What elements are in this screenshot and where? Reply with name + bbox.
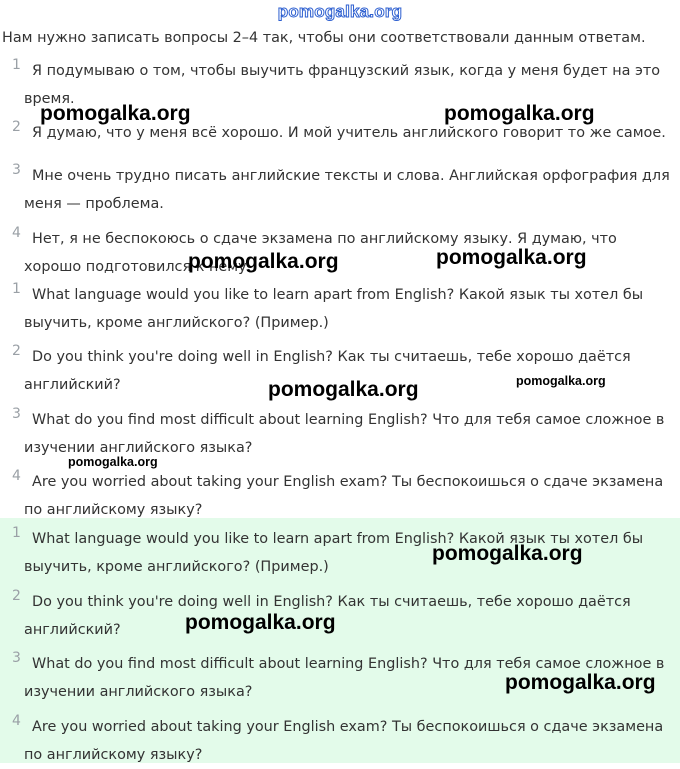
item-number: 4 [12,468,21,484]
item-text: What do you find most difficult about learning English? Что для тебя самое сложное в изучении английского языка? [24,412,665,456]
item-number: 4 [12,713,21,729]
item-number: 3 [12,406,21,422]
item-number: 1 [12,281,21,297]
watermark: pomogalka.org [444,102,595,125]
item-number: 1 [12,525,21,541]
watermark: pomogalka.org [505,671,656,694]
watermark: pomogalka.org [188,250,339,273]
watermark: pomogalka.org [68,455,158,469]
item-text: Я думаю, что у меня всё хорошо. И мой учитель английского говорит то же самое. [32,125,666,141]
item-number: 1 [12,57,21,73]
task-intro: Нам нужно записать вопросы 2–4 так, чтобы они соответствовали данным ответам. [2,30,646,46]
watermark: pomogalka.org [185,611,336,634]
item-number: 2 [12,119,21,135]
item-text: Нет, я не беспокоюсь о сдаче экзамена по английскому языку. Я думаю, что хорошо подготовился к нему. [24,231,617,275]
item-text: Мне очень трудно писать английские тексты и слова. Английская орфография для меня — проблема. [24,168,670,212]
item-text: Are you worried about taking your English exam? Ты беспокоишься о сдаче экзамена по английскому языку? [24,474,664,518]
item-text: Do you think you're doing well in English? Как ты считаешь, тебе хорошо даётся английский? [24,349,631,393]
item-number: 3 [12,162,21,178]
item-text: What language would you like to learn apart from English? Какой язык ты хотел бы выучить, кроме английского? (Пример.) [24,287,644,331]
item-number: 4 [12,225,21,241]
item-number: 2 [12,588,21,604]
watermark: pomogalka.org [432,542,583,565]
watermark: pomogalka.org [516,374,606,388]
item-number: 2 [12,343,21,359]
item-text: Are you worried about taking your English exam? Ты беспокоишься о сдаче экзамена по английскому языку? [24,719,664,763]
watermark: pomogalka.org [268,378,419,401]
item-text: Я подумываю о том, чтобы выучить французский язык, когда у меня будет на это время. [24,63,661,107]
top-watermark-logo[interactable]: pomogalka.org [277,2,403,21]
watermark: pomogalka.org [40,102,191,125]
item-number: 3 [12,650,21,666]
item-text: What language would you like to learn apart from English? Какой язык ты хотел бы выучить, кроме английского? (Пример.) [24,531,644,575]
item-text: Do you think you're doing well in English? Как ты считаешь, тебе хорошо даётся английский? [24,594,631,638]
item-text: What do you find most difficult about learning English? Что для тебя самое сложное в изучении английского языка? [24,656,665,700]
watermark: pomogalka.org [436,246,587,269]
